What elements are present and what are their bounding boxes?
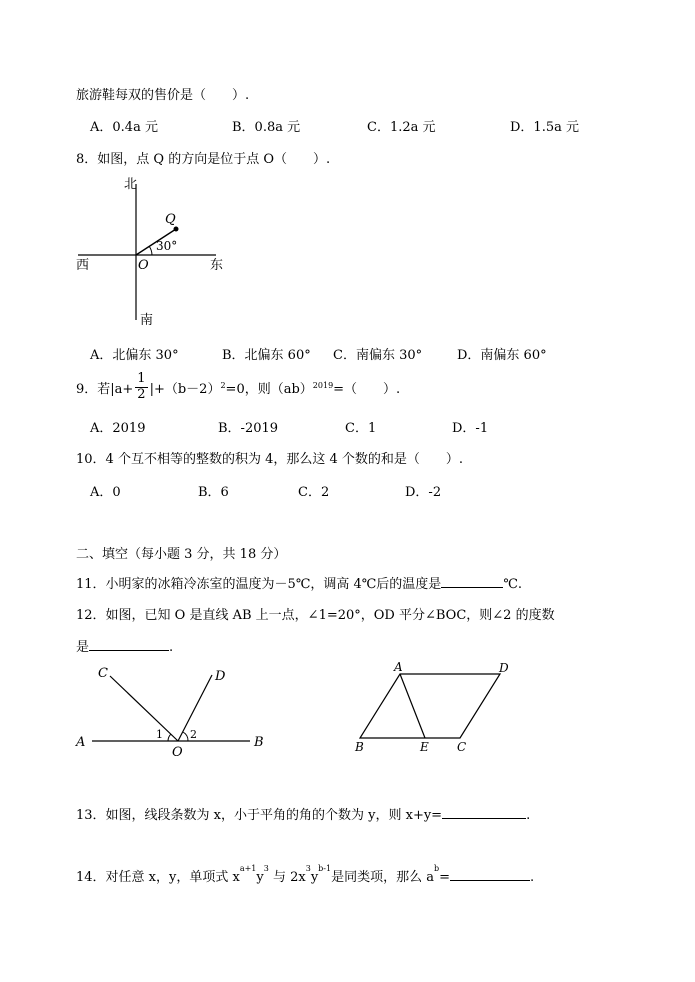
q13-label-b: B (355, 740, 364, 754)
q7-option-b: B．0.8a 元 (232, 120, 301, 135)
q13-parallelogram-figure (350, 660, 520, 760)
q12-label-a: A (76, 735, 86, 750)
q7-option-c: C．1.2a 元 (367, 120, 436, 135)
q8-label-angle: 30° (156, 239, 178, 253)
q9-fraction (135, 372, 147, 402)
q12-stem-line2 (76, 636, 173, 655)
q7-option-d: D．1.5a 元 (510, 120, 579, 135)
q13-label-d: D (499, 661, 509, 675)
q14-part6: = (439, 870, 451, 885)
q8-angle-arc (149, 246, 152, 255)
q12-prefix: 是 (76, 640, 90, 655)
q12-period: . (169, 640, 174, 655)
q11-unit: ℃. (503, 577, 522, 592)
q12-answer-blank[interactable] (89, 638, 169, 651)
q8-label-north: 北 (124, 177, 138, 192)
q10-stem: 10．4 个互不相等的整数的积为 4，那么这 4 个数的和是（ ）. (76, 452, 464, 467)
q9-option-b: B．-2019 (218, 421, 279, 436)
q8-stem: 8．如图，点 Q 的方向是位于点 O（ ）. (76, 152, 331, 167)
q11-text: 11．小明家的冰箱冷冻室的温度为－5℃，调高 4℃后的温度是 (76, 577, 442, 592)
q12-label-d: D (215, 669, 226, 684)
q10-option-a: A．0 (90, 485, 121, 500)
q8-label-south: 南 (140, 313, 154, 328)
q11-answer-blank[interactable] (441, 575, 503, 588)
q12-angle-2-arc (183, 732, 188, 741)
q9-option-d: D．-1 (452, 421, 489, 436)
q14-exp-a-plus-1: a+1 (239, 864, 257, 873)
q13-parallelogram-abcd (360, 674, 500, 738)
q13-text: 13．如图，线段条数为 x，小于平角的角的个数为 y，则 x+y= (76, 808, 443, 823)
q9-option-c: C．1 (345, 421, 377, 436)
q8-label-west: 西 (76, 258, 90, 273)
q14-part3: 与 2x (268, 870, 306, 885)
q10-option-d: D．-2 (405, 485, 442, 500)
q14-exp-b: b (433, 864, 440, 873)
q13-label-a: A (394, 660, 403, 674)
q13-segment-ae (400, 674, 425, 738)
q9-stem (76, 366, 400, 408)
q12-angle-1-arc (168, 734, 171, 741)
q12-label-angle-1: 1 (156, 728, 163, 741)
q14-stem (76, 866, 534, 885)
q13-label-e: E (420, 740, 429, 754)
q13-stem (76, 804, 530, 823)
q13-answer-blank[interactable] (442, 806, 526, 819)
q9-end: =（ ）. (333, 381, 401, 397)
q8-option-c: C．南偏东 30° (333, 348, 423, 363)
q13-period: . (526, 808, 531, 823)
q8-label-q: Q (165, 212, 176, 227)
q14-part5: 是同类项，那么 a (331, 870, 434, 885)
q8-label-o: O (138, 258, 149, 273)
q8-option-d: D．南偏东 60° (457, 348, 547, 363)
q12-label-c: C (98, 666, 108, 681)
q12-angle-figure (70, 662, 280, 762)
q7-option-a: A．0.4a 元 (90, 120, 158, 135)
q9-mid: |+（b－2） (149, 381, 221, 397)
q14-exp-b-minus-1: b-1 (318, 864, 332, 873)
q9-fraction-denominator: 2 (137, 386, 146, 402)
q14-part1: 14．对任意 x，y，单项式 x (76, 870, 240, 885)
q9-exponent-2019: 2019 (312, 380, 334, 390)
q12-ray-oc (110, 676, 178, 741)
q14-exp-3: 3 (263, 864, 269, 873)
q9-eq: =0，则（ab） (225, 381, 313, 397)
q8-option-a: A．北偏东 30° (90, 348, 179, 363)
q12-label-o: O (172, 745, 183, 760)
q8-direction-figure (70, 172, 240, 332)
q12-stem-line1: 12．如图，已知 O 是直线 AB 上一点，∠1=20°，OD 平分∠BOC，则∠2 的度数 (76, 608, 555, 623)
q8-point-q-dot (174, 227, 179, 232)
q9-exponent-2: 2 (220, 380, 226, 390)
q10-option-b: B．6 (198, 485, 229, 500)
q11-stem (76, 573, 522, 592)
q8-option-b: B．北偏东 60° (222, 348, 311, 363)
q14-part4: y (310, 870, 319, 885)
q12-label-b: B (254, 735, 264, 750)
q14-part2: y (256, 870, 264, 885)
q14-answer-blank[interactable] (450, 868, 530, 881)
q9-option-a: A．2019 (90, 421, 146, 436)
q9-fraction-numerator: 1 (137, 371, 146, 387)
q8-label-east: 东 (210, 258, 224, 273)
q14-period: . (530, 870, 535, 885)
q13-label-c: C (457, 740, 467, 754)
q7-stem-tail: 旅游鞋每双的售价是（ ）. (76, 88, 250, 103)
q12-label-angle-2: 2 (190, 728, 197, 741)
q14-exp-3b: 3 (305, 864, 311, 873)
section-2-heading: 二、填空（每小题 3 分，共 18 分） (76, 547, 287, 562)
q10-option-c: C．2 (298, 485, 330, 500)
q9-prefix: 9．若|a+ (76, 381, 134, 397)
